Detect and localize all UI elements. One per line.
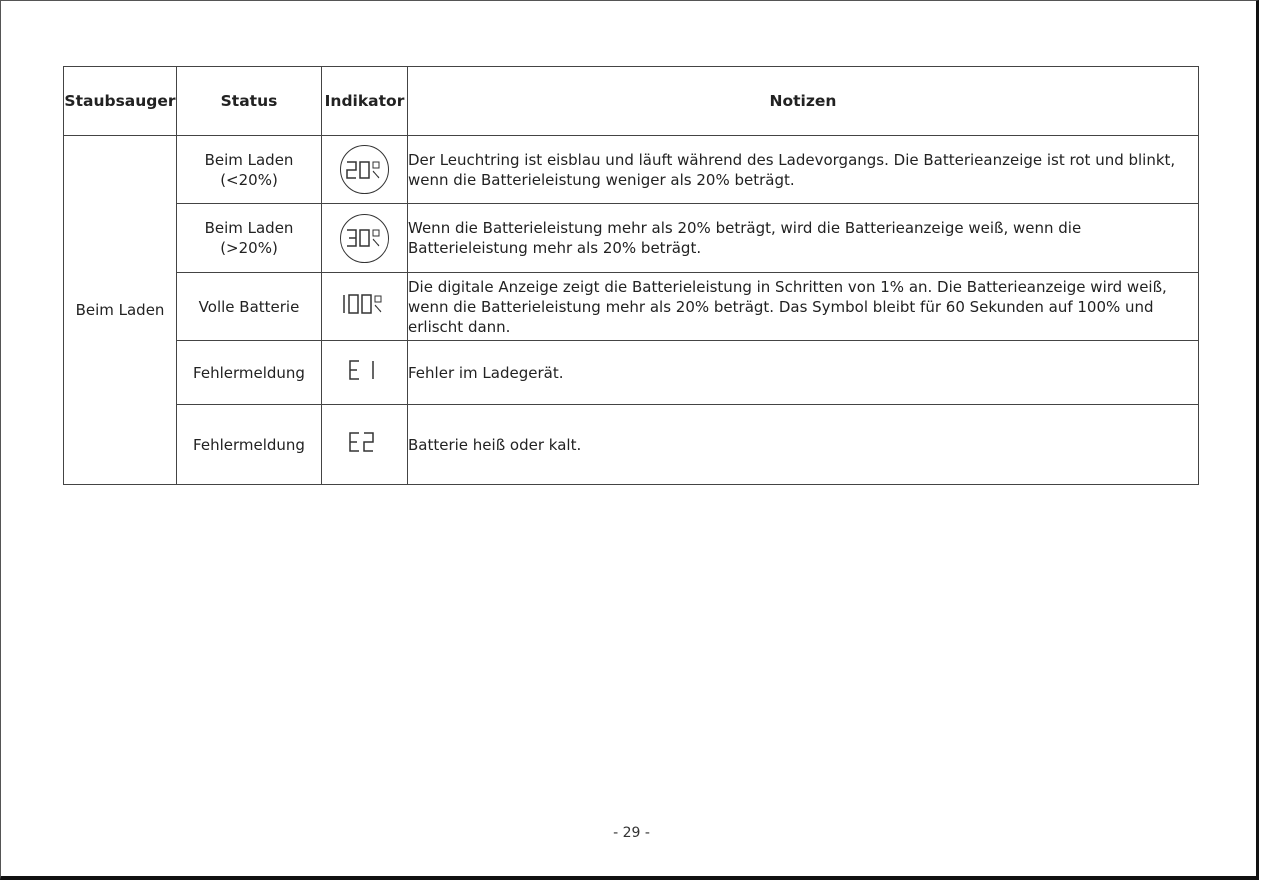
header-indicator: Indikator [322,67,408,136]
display-100-percent-icon [341,292,389,316]
error-e2-icon [348,430,382,454]
status-label: Volle Batterie [198,297,300,316]
status-sublabel: (>20%) [220,239,278,257]
page-number: - 29 - [613,825,650,841]
table-row [64,204,1199,273]
status-label: Beim Laden [204,219,294,237]
status-cell [177,204,322,273]
header-notes: Notizen [408,67,1199,136]
indicator-cell [322,341,408,405]
charging-status-table [63,66,1199,485]
status-sublabel: (<20%) [220,170,278,189]
notes-cell: Fehler im Ladegerät. [408,341,1199,405]
status-label: Beim Laden [204,150,294,169]
header-vacuum: Staubsauger [64,67,177,136]
status-cell [177,273,322,341]
error-e1-icon [348,358,382,382]
table-header-row [64,67,1199,136]
status-label: Fehlermeldung [193,435,305,454]
indicator-cell [322,136,408,204]
status-label: Fehlermeldung [193,363,305,382]
table-row [64,136,1199,204]
notes-cell: Batterie heiß oder kalt. [408,405,1199,485]
table-row [64,273,1199,341]
notes-cell: Die digitale Anzeige zeigt die Batterieleistung in Schritten von 1% an. Die Batterieanzeige wird weiß, wenn die Batterieleistung mehr als 20% beträgt. Das Symbol bleibt für 60 Sekunden auf 100% und erlischt dann. [408,273,1199,341]
status-cell [177,136,322,204]
header-status: Status [177,67,322,136]
indicator-cell [322,405,408,485]
ring-20-percent-icon [340,145,389,194]
table-row [64,405,1199,485]
notes-cell: Wenn die Batterieleistung mehr als 20% beträgt, wird die Batterieanzeige weiß, wenn die Batterieleistung mehr als 20% beträgt. [408,204,1199,273]
status-cell [177,405,322,485]
notes-cell: Der Leuchtring ist eisblau und läuft während des Ladevorgangs. Die Batterieanzeige ist rot und blinkt, wenn die Batterieleistung weniger als 20% beträgt. [408,136,1199,204]
indicator-cell [322,273,408,341]
table-row [64,341,1199,405]
vacuum-state-cell: Beim Laden [64,136,177,485]
indicator-cell [322,204,408,273]
ring-30-percent-icon [340,214,389,263]
status-cell [177,341,322,405]
